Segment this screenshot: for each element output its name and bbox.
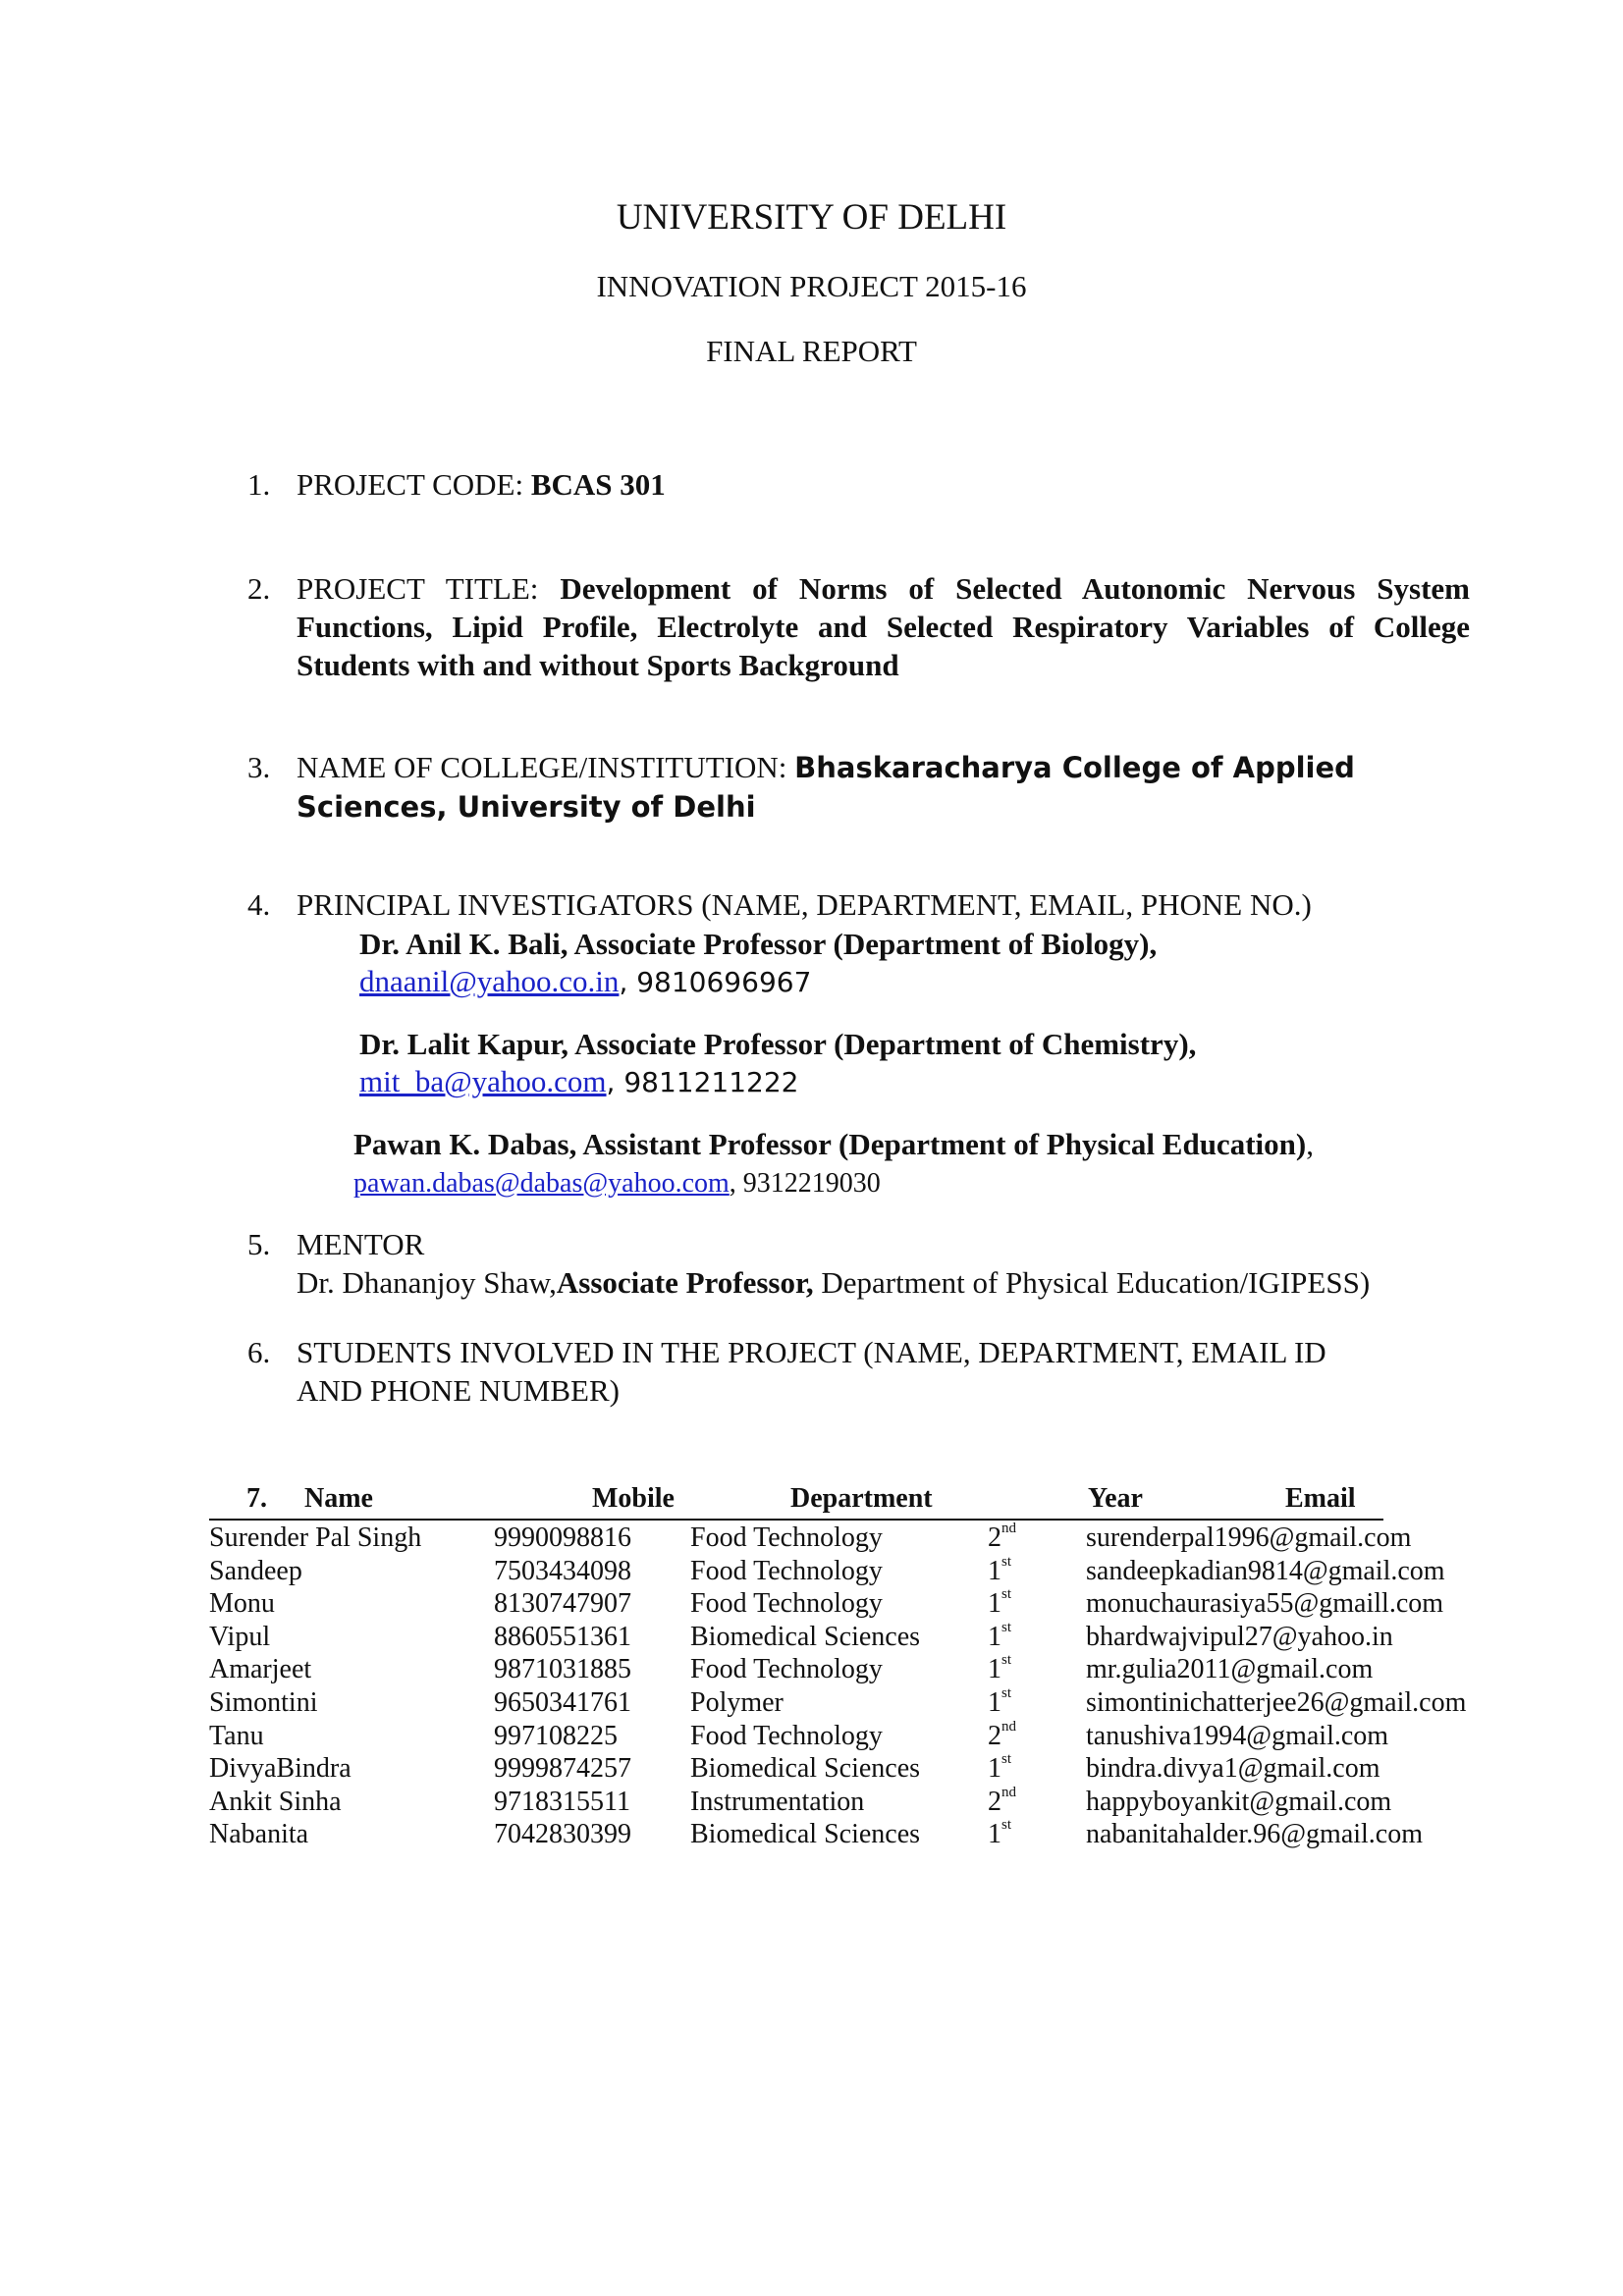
students-heading-line-2: AND PHONE NUMBER) <box>297 1373 620 1408</box>
report-type-title: FINAL REPORT <box>706 334 917 368</box>
student-email: mr.gulia2011@gmail.com <box>1086 1654 1374 1685</box>
student-mobile: 7503434098 <box>494 1555 631 1586</box>
student-year: 1st <box>988 1652 1012 1685</box>
column-header-name: Name <box>304 1483 373 1514</box>
section-number: 2. <box>247 571 271 606</box>
student-department: Food Technology <box>690 1720 883 1751</box>
student-year: 1st <box>988 1586 1012 1620</box>
student-email: sandeepkadian9814@gmail.com <box>1086 1555 1445 1586</box>
student-mobile: 997108225 <box>494 1720 618 1751</box>
student-year: 1st <box>988 1685 1012 1718</box>
project-code-value: BCAS 301 <box>530 467 666 502</box>
project-code-label: PROJECT CODE: <box>297 467 531 502</box>
student-department: Biomedical Sciences <box>690 1621 921 1652</box>
student-name: Vipul <box>209 1621 271 1652</box>
mentor-department: Department of Physical Education/IGIPESS) <box>813 1265 1371 1300</box>
student-mobile: 9990098816 <box>494 1522 631 1553</box>
column-header-department: Department <box>790 1483 933 1514</box>
investigator-phone: , 9811211222 <box>606 1066 799 1098</box>
mentor-name: Dr. Dhananjoy Shaw, <box>297 1265 557 1300</box>
mentor-label: MENTOR <box>297 1227 425 1261</box>
column-header-number: 7. <box>246 1483 267 1514</box>
institution-name-line-1: Bhaskaracharya College of Applied <box>794 751 1355 784</box>
section-number: 4. <box>247 887 271 922</box>
student-mobile: 9999874257 <box>494 1753 631 1785</box>
investigator-1-contact <box>359 962 811 1001</box>
student-email: monuchaurasiya55@gmaill.com <box>1086 1588 1444 1620</box>
investigator-phone: , 9810696967 <box>619 966 812 998</box>
student-mobile: 7042830399 <box>494 1819 631 1850</box>
mentor-title: Associate Professor, <box>556 1265 814 1300</box>
student-department: Food Technology <box>690 1588 883 1620</box>
column-header-email: Email <box>1285 1483 1356 1514</box>
program-title: INNOVATION PROJECT 2015-16 <box>596 269 1027 303</box>
section-number: 5. <box>247 1227 271 1261</box>
student-name: Nabanita <box>209 1819 309 1850</box>
student-department: Food Technology <box>690 1555 883 1586</box>
student-year: 2nd <box>988 1784 1016 1817</box>
investigator-name-suffix: , <box>1306 1127 1314 1161</box>
investigators-heading: PRINCIPAL INVESTIGATORS (NAME, DEPARTMENT, EMAIL, PHONE NO.) <box>297 887 1312 922</box>
student-name: Surender Pal Singh <box>209 1522 422 1553</box>
section-number: 6. <box>247 1335 271 1369</box>
students-heading-line-1: STUDENTS INVOLVED IN THE PROJECT (NAME, DEPARTMENT, EMAIL ID <box>297 1335 1326 1369</box>
section-number: 1. <box>247 467 271 502</box>
institution-label: NAME OF COLLEGE/INSTITUTION: <box>297 750 795 784</box>
investigator-email-link[interactable]: dnaanil@yahoo.co.in <box>359 964 620 998</box>
project-title-label: PROJECT TITLE: <box>297 571 561 606</box>
student-department: Biomedical Sciences <box>690 1753 921 1785</box>
student-email: tanushiva1994@gmail.com <box>1086 1720 1389 1751</box>
student-year: 1st <box>988 1751 1012 1785</box>
student-department: Food Technology <box>690 1654 883 1685</box>
investigator-name: Pawan K. Dabas, Assistant Professor (Department of Physical Education) <box>353 1127 1307 1161</box>
student-name: Ankit Sinha <box>209 1786 342 1817</box>
student-mobile: 8860551361 <box>494 1621 631 1652</box>
investigator-name: Dr. Lalit Kapur, Associate Professor (Department of Chemistry), <box>359 1027 1197 1061</box>
student-year: 1st <box>988 1817 1012 1850</box>
student-email: nabanitahalder.96@gmail.com <box>1086 1819 1424 1850</box>
student-name: Amarjeet <box>209 1654 312 1685</box>
student-mobile: 9718315511 <box>494 1786 630 1817</box>
investigator-3-contact <box>353 1164 881 1202</box>
institution-name-line-2: Sciences, University of Delhi <box>297 790 756 824</box>
student-email: surenderpal1996@gmail.com <box>1086 1522 1412 1553</box>
student-email: happyboyankit@gmail.com <box>1086 1786 1392 1817</box>
investigator-3 <box>353 1125 1314 1163</box>
student-year: 1st <box>988 1619 1012 1652</box>
student-mobile: 9650341761 <box>494 1687 631 1718</box>
column-header-year: Year <box>1088 1483 1143 1514</box>
investigator-email-link[interactable]: pawan.dabas@dabas@yahoo.com <box>353 1168 730 1199</box>
student-email: bindra.divya1@gmail.com <box>1086 1753 1380 1785</box>
student-mobile: 9871031885 <box>494 1654 631 1685</box>
project-title-line-3: Students with and without Sports Background <box>297 648 899 682</box>
student-name: DivyaBindra <box>209 1753 352 1785</box>
student-name: Simontini <box>209 1687 318 1718</box>
student-email: simontinichatterjee26@gmail.com <box>1086 1687 1467 1718</box>
project-title-line-1: Development of Norms of Selected Autonomic Nervous System <box>560 571 1470 606</box>
student-name: Sandeep <box>209 1555 302 1586</box>
investigator-name: Dr. Anil K. Bali, Associate Professor (Department of Biology), <box>359 927 1158 961</box>
student-department: Food Technology <box>690 1522 883 1553</box>
investigator-phone: , 9312219030 <box>729 1168 881 1199</box>
project-title-line-2: Functions, Lipid Profile, Electrolyte and Selected Respiratory Variables of College <box>297 610 1470 644</box>
table-header <box>209 1483 1383 1521</box>
student-name: Tanu <box>209 1720 264 1751</box>
student-email: bhardwajvipul27@yahoo.in <box>1086 1621 1393 1652</box>
investigator-email-link[interactable]: mit_ba@yahoo.com <box>359 1064 607 1098</box>
column-header-mobile: Mobile <box>592 1483 675 1514</box>
student-year: 2nd <box>988 1521 1016 1553</box>
student-year: 1st <box>988 1553 1012 1586</box>
student-year: 2nd <box>988 1718 1016 1751</box>
investigator-2 <box>359 1025 1196 1063</box>
investigator-1 <box>359 925 1157 963</box>
student-mobile: 8130747907 <box>494 1588 631 1620</box>
investigator-2-contact <box>359 1062 798 1101</box>
student-department: Instrumentation <box>690 1786 865 1817</box>
university-title: UNIVERSITY OF DELHI <box>616 197 1007 238</box>
student-department: Biomedical Sciences <box>690 1819 921 1850</box>
student-name: Monu <box>209 1588 275 1620</box>
student-department: Polymer <box>690 1687 784 1718</box>
section-number: 3. <box>247 750 271 784</box>
